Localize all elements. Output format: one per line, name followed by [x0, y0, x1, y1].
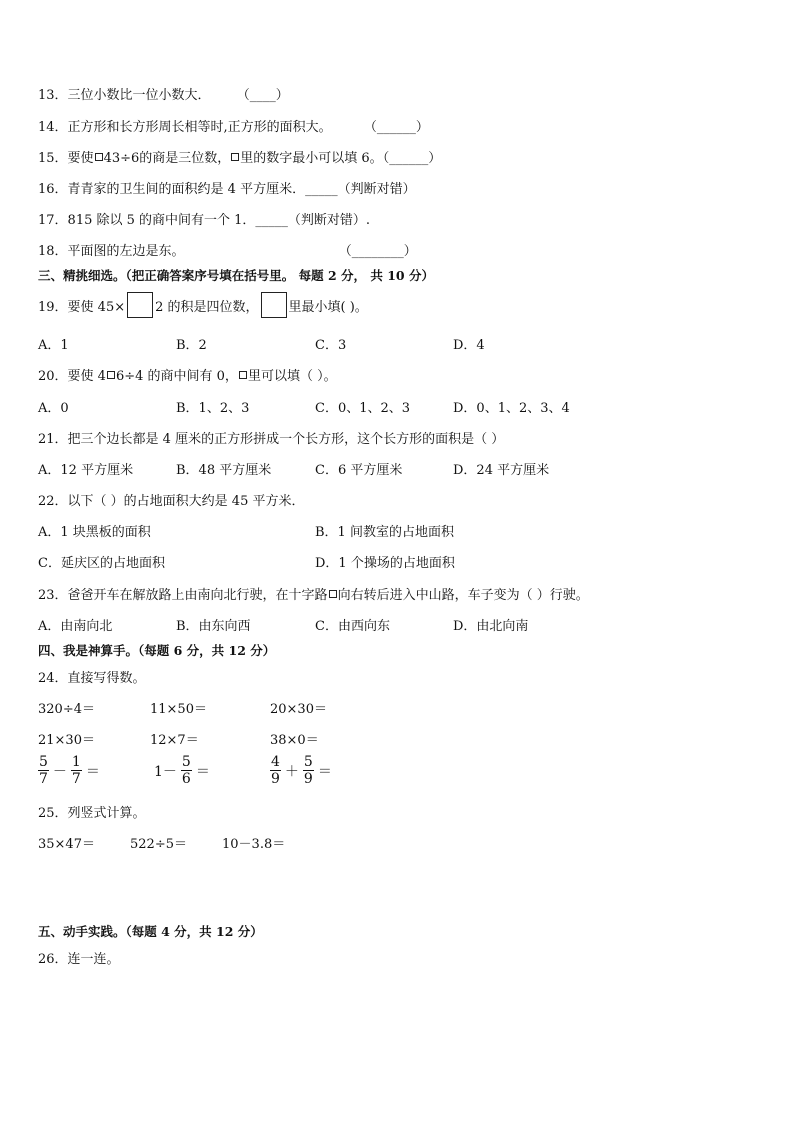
fraction	[303, 754, 314, 787]
question-text: 把三个边长都是 4 厘米的正方形拼成一个长方形，这个长方形的面积是（ ）	[67, 432, 505, 447]
answer-box	[261, 292, 287, 318]
square-placeholder-icon	[239, 371, 247, 379]
option-d: D．0、1、2、3、4	[453, 401, 570, 416]
calc-item: 38×0＝	[270, 733, 319, 748]
question-text-a: 爸爸开车在解放路上由南向北行驶，在十字路	[67, 588, 328, 603]
question-number: 25．	[38, 806, 68, 821]
question-20	[38, 365, 337, 384]
option-c: C．3	[315, 338, 347, 353]
option-d: D．1 个操场的占地面积	[315, 556, 455, 571]
vertical-calc-item: 35×47＝	[38, 837, 95, 852]
denominator: 6	[181, 771, 191, 787]
calc-item: 11×50＝	[150, 702, 207, 717]
question-number: 20．	[38, 369, 68, 384]
operator: ＋	[284, 763, 299, 780]
question-number: 14．	[38, 120, 68, 135]
question-number: 21．	[38, 432, 68, 447]
calc-item: 21×30＝	[38, 733, 95, 748]
square-placeholder-icon	[329, 590, 337, 598]
answer-box	[127, 292, 153, 318]
question-16	[38, 178, 416, 197]
square-placeholder-icon	[231, 153, 239, 161]
question-text-c: 里最小填( )。	[288, 299, 368, 315]
answer-blank: （______）	[363, 120, 429, 135]
option-c: C．6 平方厘米	[315, 463, 403, 478]
question-24	[38, 667, 146, 686]
question-text: 列竖式计算。	[67, 806, 146, 821]
calc-item: 12×7＝	[150, 733, 199, 748]
question-text-c: 里的数字最小可以填 6。	[240, 151, 383, 166]
fraction-expression-3	[270, 754, 332, 787]
question-text: 以下（ ）的占地面积大约是 45 平方米．	[67, 494, 305, 509]
section-5-title: 五、动手实践。（每题 4 分，共 12 分）	[38, 924, 263, 939]
fraction	[38, 754, 49, 787]
question-number: 22．	[38, 494, 68, 509]
option-b: B．2	[176, 338, 207, 353]
question-text: 连一连。	[67, 952, 120, 967]
option-c: C．由西向东	[315, 619, 390, 634]
square-placeholder-icon	[107, 371, 115, 379]
option-b: B．1、2、3	[176, 401, 250, 416]
denominator: 9	[271, 771, 280, 787]
question-13	[38, 84, 289, 103]
fraction	[270, 754, 281, 787]
question-23	[38, 584, 589, 603]
question-17	[38, 209, 370, 228]
numerator: 5	[303, 754, 313, 770]
numerator: 4	[271, 754, 280, 770]
fraction	[71, 754, 82, 787]
question-21	[38, 428, 504, 447]
option-c: C．0、1、2、3	[315, 401, 411, 416]
section-3-title: 三、精挑细选。（把正确答案序号填在括号里。 每题 2 分， 共 10 分）	[38, 268, 434, 283]
question-text-a: 要使 4	[67, 369, 106, 384]
equals-sign: ＝	[195, 763, 210, 780]
fraction-expression-2	[154, 754, 210, 787]
option-a: A．1 块黑板的面积	[38, 525, 151, 540]
option-b: B．1 间教室的占地面积	[315, 525, 454, 540]
calc-item: 20×30＝	[270, 702, 327, 717]
question-22	[38, 490, 305, 509]
question-18	[38, 240, 417, 259]
numerator: 5	[181, 754, 191, 770]
question-number: 19．	[38, 299, 68, 315]
question-number: 23．	[38, 588, 68, 603]
section-4-title: 四、我是神算手。（每题 6 分，共 12 分）	[38, 643, 276, 658]
question-25	[38, 802, 146, 821]
option-d: D．由北向南	[453, 619, 529, 634]
question-text: 正方形和长方形周长相等时,正方形的面积大。	[67, 120, 332, 135]
question-text: 青青家的卫生间的面积约是 4 平方厘米．_____（判断对错）	[67, 182, 416, 197]
question-number: 17．	[38, 213, 68, 228]
question-number: 18．	[38, 244, 68, 259]
question-text-c: 里可以填（ ）。	[247, 369, 337, 384]
question-number: 24．	[38, 671, 68, 686]
question-19	[38, 292, 368, 318]
vertical-calc-item: 10－3.8＝	[222, 837, 286, 852]
question-15	[38, 147, 441, 166]
question-text-b: 2 的积是四位数，	[155, 299, 259, 315]
question-number: 16．	[38, 182, 68, 197]
question-number: 13．	[38, 88, 68, 103]
option-a: A．1	[38, 338, 69, 353]
fraction-expression-1	[38, 754, 100, 787]
equals-sign: ＝	[317, 763, 332, 780]
leading-term: 1－	[154, 763, 177, 780]
option-a: A．由南向北	[38, 619, 113, 634]
question-text: 直接写得数。	[67, 671, 146, 686]
calc-item: 320÷4＝	[38, 702, 95, 717]
answer-blank: （________）	[338, 244, 417, 259]
fraction	[181, 754, 192, 787]
option-c: C．延庆区的占地面积	[38, 556, 165, 571]
option-b: B．48 平方厘米	[176, 463, 272, 478]
operator: －	[52, 763, 67, 780]
denominator: 9	[303, 771, 313, 787]
numerator: 5	[39, 754, 48, 770]
answer-blank: （______）	[382, 151, 442, 166]
question-14	[38, 116, 429, 135]
question-text-b: 43÷6的商是三位数，	[103, 151, 231, 166]
option-d: D．24 平方厘米	[453, 463, 550, 478]
option-b: B．由东向西	[176, 619, 251, 634]
question-text-a: 要使 45×	[67, 299, 126, 315]
option-a: A．12 平方厘米	[38, 463, 134, 478]
question-text: 815 除以 5 的商中间有一个 1．_____（判断对错）.	[67, 213, 371, 228]
denominator: 7	[71, 771, 81, 787]
answer-blank: （____）	[236, 88, 289, 103]
question-number: 15．	[38, 151, 68, 166]
denominator: 7	[39, 771, 48, 787]
question-text-b: 向右转后进入中山路，车子变为（ ）行驶。	[337, 588, 589, 603]
numerator: 1	[71, 754, 81, 770]
question-number: 26．	[38, 952, 68, 967]
question-text: 三位小数比一位小数大．	[67, 88, 211, 103]
option-a: A．0	[38, 401, 69, 416]
question-text: 平面图的左边是东。	[67, 244, 185, 259]
question-text-a: 要使	[67, 151, 94, 166]
question-text-b: 6÷4 的商中间有 0，	[115, 369, 238, 384]
vertical-calc-item: 522÷5＝	[130, 837, 187, 852]
option-d: D．4	[453, 338, 485, 353]
square-placeholder-icon	[95, 153, 103, 161]
equals-sign: ＝	[85, 763, 100, 780]
question-26	[38, 948, 120, 967]
